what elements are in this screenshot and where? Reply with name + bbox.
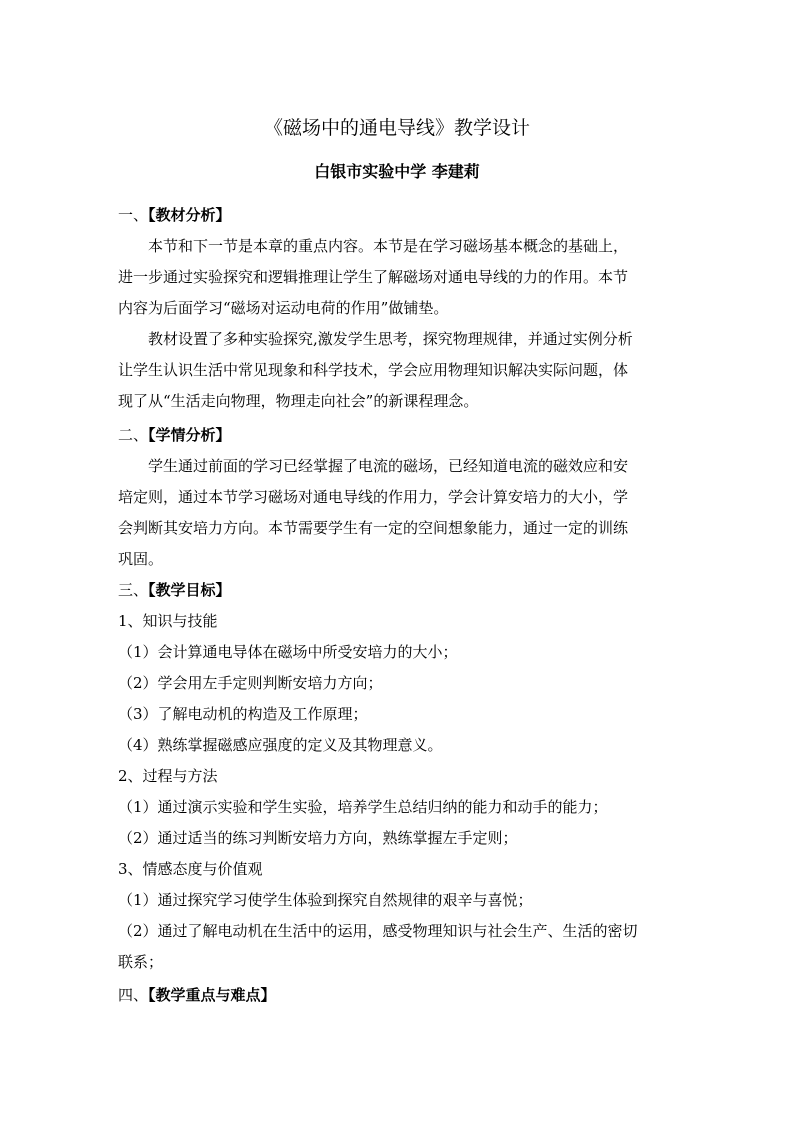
subheading-process-methods: 2、过程与方法 (118, 767, 218, 785)
section-heading-textbook-analysis (118, 200, 678, 231)
list-item: （4）熟练掌握磁感应强度的定义及其物理意义。 (118, 736, 443, 754)
paragraph-line: 进一步通过实验探究和逻辑推理让学生了解磁场对通电导线的力的作用。本节 (118, 268, 629, 286)
section-number: 四、 (118, 986, 149, 1004)
paragraph-line: 内容为后面学习“磁场对运动电荷的作用”做铺垫。 (118, 299, 449, 317)
paragraph-line: 教材设置了多种实验探究,激发学生思考，探究物理规律，并通过实例分析 (148, 330, 633, 348)
section-title: 【教材分析】 (148, 206, 231, 224)
section-number: 二、 (118, 426, 149, 444)
list-item: （1）会计算通电导体在磁场中所受安培力的大小； (118, 643, 458, 661)
list-item: （3）了解电动机的构造及工作原理； (118, 705, 368, 723)
list-item: （2）通过适当的练习判断安培力方向，熟练掌握左手定则； (118, 829, 518, 847)
paragraph-line: 培定则，通过本节学习磁场对通电导线的作用力，学会计算安培力的大小，学 (118, 488, 629, 506)
paragraph-line: 学生通过前面的学习已经掌握了电流的磁场，已经知道电流的磁效应和安 (148, 457, 629, 475)
section-title: 【教学重点与难点】 (148, 986, 276, 1004)
section-title: 【教学目标】 (148, 581, 231, 599)
paragraph-line: 会判断其安培力方向。本节需要学生有一定的空间想象能力，通过一定的训练 (118, 519, 629, 537)
section-heading-learner-analysis (118, 420, 678, 451)
section-heading-key-difficult-points (118, 980, 678, 1011)
paragraph-line: 现了从“生活走向物理，物理走向社会”的新课程理念。 (118, 392, 479, 410)
section-number: 三、 (118, 581, 149, 599)
paragraph-line: 本节和下一节是本章的重点内容。本节是在学习磁场基本概念的基础上， (148, 237, 629, 255)
paragraph-line: 巩固。 (118, 550, 164, 568)
subheading-knowledge-skills: 1、知识与技能 (118, 612, 218, 630)
paragraph-line: 让学生认识生活中常见现象和科学技术，学会应用物理知识解决实际问题，体 (118, 361, 629, 379)
list-item-continuation: 联系； (118, 953, 164, 971)
list-item: （1）通过演示实验和学生实验，培养学生总结归纳的能力和动手的能力； (118, 798, 608, 816)
document-author: 白银市实验中学 李建莉 (314, 162, 480, 181)
subheading-emotion-values: 3、情感态度与价值观 (118, 860, 263, 878)
list-item: （1）通过探究学习使学生体验到探究自然规律的艰辛与喜悦； (118, 891, 533, 909)
document-title: 《磁场中的通电导线》教学设计 (263, 117, 530, 139)
section-title: 【学情分析】 (148, 426, 231, 444)
section-number: 一、 (118, 206, 149, 224)
list-item: （2）通过了解电动机在生活中的运用，感受物理知识与社会生产、生活的密切 (118, 922, 638, 940)
section-heading-teaching-objectives (118, 575, 678, 606)
list-item: （2）学会用左手定则判断安培力方向； (118, 674, 383, 692)
